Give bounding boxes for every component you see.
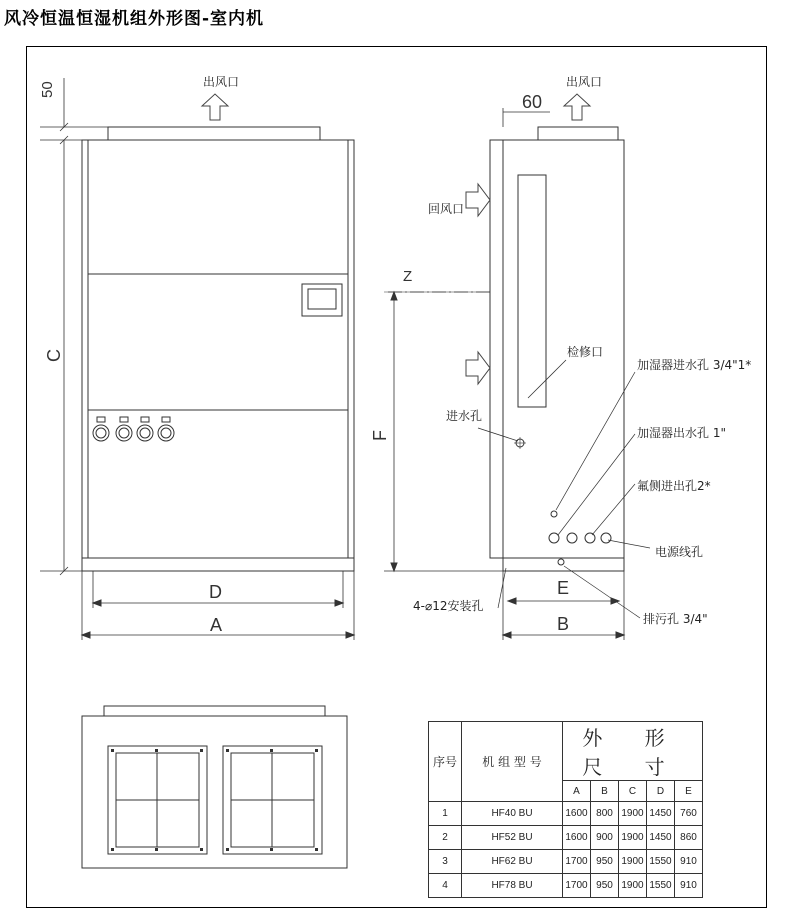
callout-humidifier-outlet: 加湿器出水孔 1" [637,426,726,440]
callout-mount-holes: 4-⌀12安装孔 [413,599,484,613]
table-header-row [429,722,703,781]
dim-c: C [44,349,64,362]
cell-d: 1550 [647,874,675,898]
side-outlet-label: 出风口 [566,75,603,89]
cell-model: HF40 BU [462,802,563,826]
callout-refrigerant-ports: 氟侧进出孔2* [637,479,711,493]
header-no: 序号 [429,722,462,802]
col-c: C [619,781,647,802]
cell-a: 1700 [563,874,591,898]
cell-d: 1550 [647,850,675,874]
cell-model: HF62 BU [462,850,563,874]
cell-a: 1600 [563,802,591,826]
cell-e: 860 [675,826,703,850]
col-a: A [563,781,591,802]
cell-model: HF78 BU [462,874,563,898]
dimension-table [428,721,703,898]
header-model: 机 组 型 号 [462,722,563,802]
cell-b: 950 [591,874,619,898]
dim-f: F [370,430,390,441]
col-e: E [675,781,703,802]
callout-power-cable: 电源线孔 [655,545,704,559]
cell-a: 1700 [563,850,591,874]
dim-60: 60 [522,92,543,112]
cell-e: 760 [675,802,703,826]
return-air-label: 回风口 [428,202,465,216]
cell-no: 1 [429,802,462,826]
dim-50: 50 [39,81,56,98]
cell-b: 800 [591,802,619,826]
cell-c: 1900 [619,802,647,826]
dim-e: E [557,578,570,598]
callout-humidifier-inlet: 加湿器进水孔 3/4"1* [637,358,752,372]
cell-no: 4 [429,874,462,898]
dim-b: B [557,614,570,634]
cell-e: 910 [675,850,703,874]
table-row [429,802,703,826]
cell-d: 1450 [647,826,675,850]
z-label: Z [403,268,413,285]
cell-c: 1900 [619,826,647,850]
cell-no: 2 [429,826,462,850]
cell-a: 1600 [563,826,591,850]
table-row [429,850,703,874]
cell-e: 910 [675,874,703,898]
cell-d: 1450 [647,802,675,826]
page-title: 风冷恒温恒湿机组外形图-室内机 [4,9,265,29]
cell-b: 950 [591,850,619,874]
table-row [429,826,703,850]
cell-c: 1900 [619,850,647,874]
table-row [429,874,703,898]
cell-no: 3 [429,850,462,874]
col-d: D [647,781,675,802]
cell-b: 900 [591,826,619,850]
dim-a: A [210,615,223,635]
access-port-label: 检修口 [567,345,604,359]
dim-d: D [209,582,222,602]
header-dims: 外 形 尺 寸 [563,722,703,781]
callout-drain: 排污孔 3/4" [643,612,708,626]
cell-model: HF52 BU [462,826,563,850]
water-inlet-label: 进水孔 [446,409,483,423]
cell-c: 1900 [619,874,647,898]
front-outlet-label: 出风口 [203,75,240,89]
col-b: B [591,781,619,802]
